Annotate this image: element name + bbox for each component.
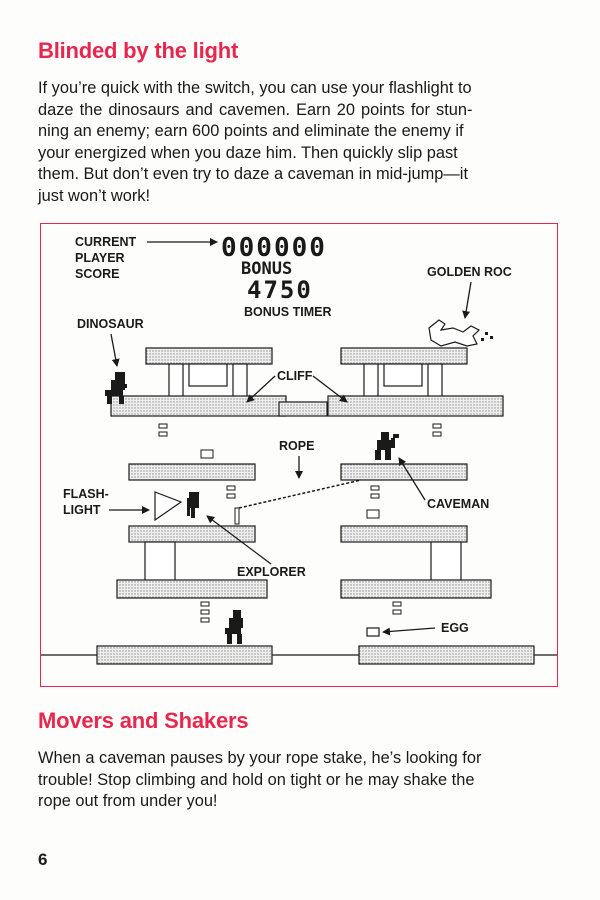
cliff-platform	[129, 464, 255, 480]
paragraph-line: daze the dinosaurs and cavemen. Earn 20 points for stun-	[38, 100, 473, 119]
label-score: SCORE	[75, 267, 120, 281]
paragraph-line: just won’t work!	[38, 186, 151, 205]
label-golden-roc: GOLDEN ROC	[427, 265, 512, 279]
cliff-platform	[111, 348, 286, 416]
label-bonus-timer: BONUS TIMER	[244, 305, 332, 319]
label-light: LIGHT	[63, 503, 101, 517]
section-paragraph-blinded	[38, 78, 563, 208]
current-score-readout: 000000	[221, 233, 327, 263]
rope	[239, 480, 361, 508]
label-caveman: CAVEMAN	[427, 497, 490, 511]
dinosaur-sprite	[225, 610, 243, 644]
paragraph-line: ning an enemy; earn 600 points and eliminate the enemy if	[38, 122, 464, 141]
cliff-platform	[359, 646, 534, 664]
page-number: 6	[38, 850, 48, 869]
cliff-platform	[97, 646, 272, 664]
label-rope: ROPE	[279, 439, 315, 453]
cliff-platform	[328, 348, 503, 416]
label-egg: EGG	[441, 621, 469, 635]
flashlight-beam	[155, 492, 181, 520]
rope-stake	[235, 508, 239, 524]
label-current: CURRENT	[75, 235, 137, 249]
cliff-platform	[341, 526, 491, 598]
label-player: PLAYER	[75, 251, 125, 265]
paragraph-line: rope out from under you!	[38, 792, 218, 811]
bonus-label: BONUS	[241, 259, 293, 279]
caveman-sprite	[375, 432, 399, 460]
cliff-platform	[117, 526, 267, 598]
label-cliff: CLIFF	[277, 369, 313, 383]
bonus-timer-readout: 4750	[247, 276, 313, 304]
game-screen-illustration	[41, 224, 558, 687]
paragraph-line: If you’re quick with the switch, you can use your flashlight to	[38, 79, 472, 97]
section-paragraph-movers	[38, 748, 568, 813]
paragraph-line: your energized when you daze him. Then quickly slip past	[38, 143, 458, 162]
egg	[367, 628, 379, 636]
cliff-platform	[279, 402, 327, 416]
section-heading-movers: Movers and Shakers	[38, 708, 249, 733]
section-heading-blinded: Blinded by the light	[38, 38, 239, 63]
golden-roc-sprite	[429, 320, 493, 346]
paragraph-line: trouble! Stop climbing and hold on tight or he may shake the	[38, 770, 475, 789]
paragraph-line: them. But don’t even try to daze a caveman in mid-jump—it	[38, 165, 468, 184]
explorer-sprite	[187, 492, 199, 518]
game-screen-figure	[40, 223, 558, 687]
label-explorer: EXPLORER	[237, 565, 306, 579]
paragraph-line: When a caveman pauses by your rope stake, he’s looking for	[38, 749, 482, 767]
label-dinosaur: DINOSAUR	[77, 317, 144, 331]
label-flash: FLASH-	[63, 487, 109, 501]
